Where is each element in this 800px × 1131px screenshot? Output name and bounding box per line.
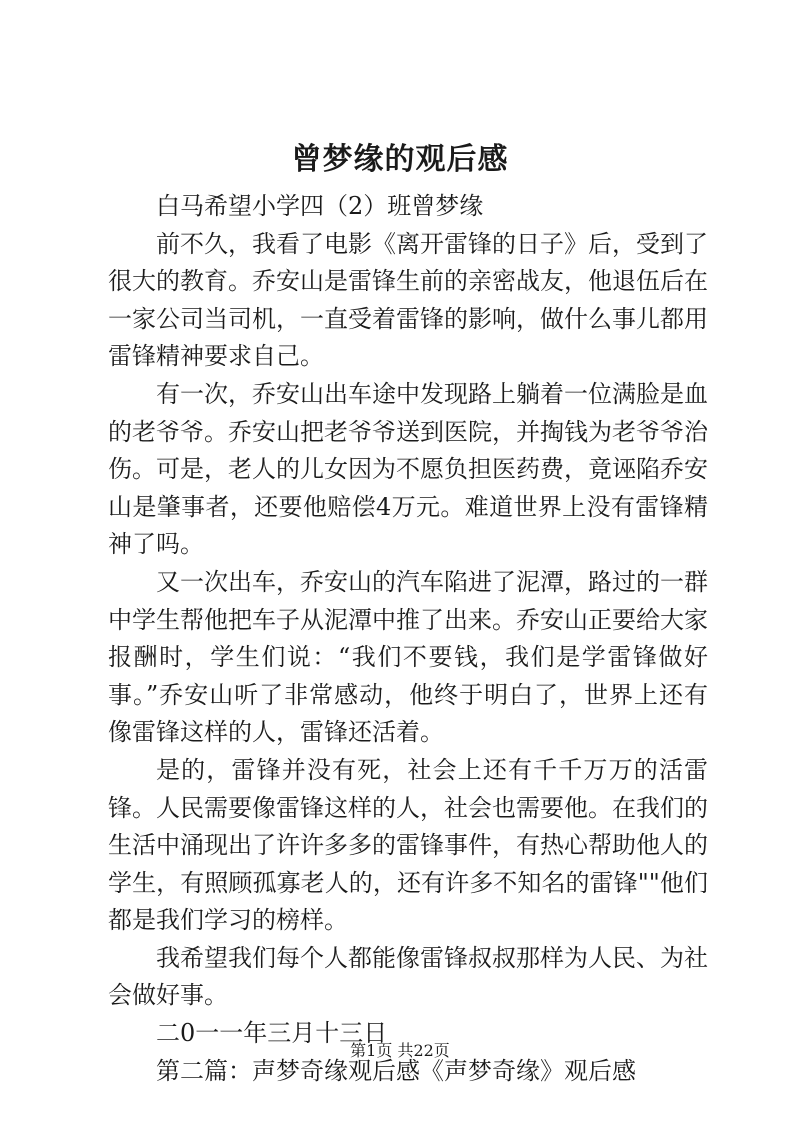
page-number-footer: 第1页 共22页 bbox=[350, 1041, 450, 1060]
paragraph-3: 又一次出车，乔安山的汽车陷进了泥潭，路过的一群中学生帮他把车子从泥潭中推了出来。乔安山正要给大家报酬时，学生们说：“我们不要钱，我们是学雷锋做好事。”乔安山听了非常感动，他终于明白了，世界上还有像雷锋这样的人，雷锋还活着。 bbox=[108, 567, 708, 747]
next-section-heading: 第二篇：声梦奇缘观后感《声梦奇缘》观后感 bbox=[156, 1056, 636, 1085]
document-title: 曾梦缘的观后感 bbox=[291, 142, 509, 177]
paragraph-4: 是的，雷锋并没有死，社会上还有千千万万的活雷锋。人民需要像雷锋这样的人，社会也需要他。在我们的生活中涌现出了许许多多的雷锋事件，有热心帮助他人的学生，有照顾孤寡老人的，还有许多不知名的雷锋""他们都是我们学习的榜样。 bbox=[108, 755, 708, 935]
date-line: 二0一一年三月十三日 bbox=[156, 1019, 388, 1048]
paragraph-1: 前不久，我看了电影《离开雷锋的日子》后，受到了很大的教育。乔安山是雷锋生前的亲密战友，他退伍后在一家公司当司机，一直受着雷锋的影响，做什么事儿都用雷锋精神要求自己。 bbox=[108, 229, 708, 371]
paragraph-5: 我希望我们每个人都能像雷锋叔叔那样为人民、为社会做好事。 bbox=[108, 943, 708, 1010]
document-body bbox=[108, 188, 708, 1090]
author-line: 白马希望小学四（2）班曾梦缘 bbox=[156, 192, 484, 220]
paragraph-2: 有一次，乔安山出车途中发现路上躺着一位满脸是血的老爷爷。乔安山把老爷爷送到医院，并掏钱为老爷爷治伤。可是，老人的儿女因为不愿负担医药费，竟诬陷乔安山是肇事者，还要他赔偿4万元。难道世界上没有雷锋精神了吗。 bbox=[108, 379, 708, 559]
